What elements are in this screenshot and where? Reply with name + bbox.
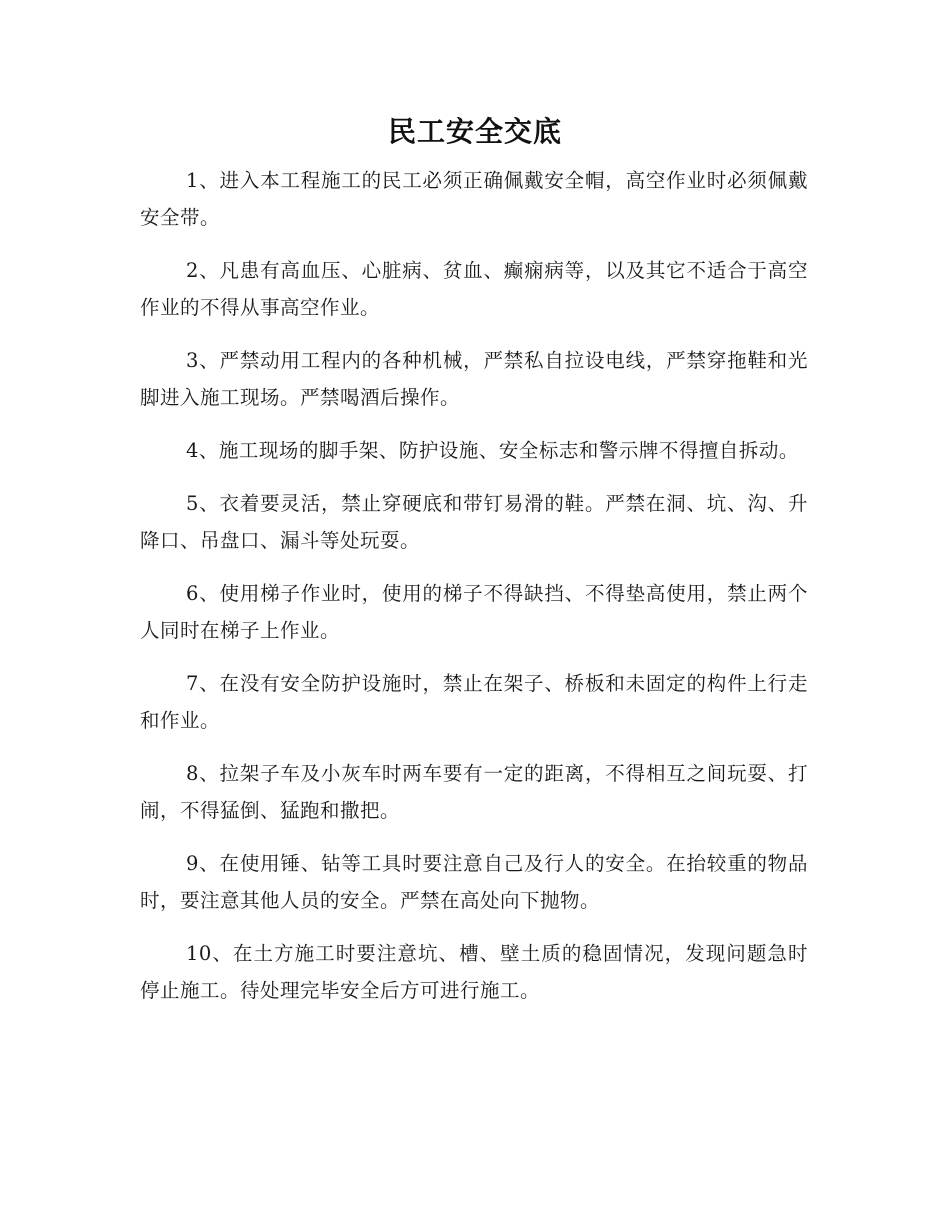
rule-item-1: 1、进入本工程施工的民工必须正确佩戴安全帽，高空作业时必须佩戴安全带。 xyxy=(140,169,808,229)
rule-item-9: 9、在使用锤、钻等工具时要注意自己及行人的安全。在抬较重的物品时，要注意其他人员的安全。严禁在高处向下抛物。 xyxy=(140,852,808,912)
rule-item-7: 7、在没有安全防护设施时，禁止在架子、桥板和未固定的构件上行走和作业。 xyxy=(140,672,808,732)
document-title: 民工安全交底 xyxy=(387,115,562,148)
rule-item-5: 5、衣着要灵活，禁止穿硬底和带钉易滑的鞋。严禁在洞、坑、沟、升降口、吊盘口、漏斗等处玩耍。 xyxy=(140,492,808,552)
rule-item-2: 2、凡患有高血压、心脏病、贫血、癫痫病等，以及其它不适合于高空作业的不得从事高空作业。 xyxy=(140,259,808,319)
rule-item-8: 8、拉架子车及小灰车时两车要有一定的距离，不得相互之间玩耍、打闹，不得猛倒、猛跑和撒把。 xyxy=(140,762,808,822)
rule-item-6: 6、使用梯子作业时，使用的梯子不得缺挡、不得垫高使用，禁止两个人同时在梯子上作业。 xyxy=(140,582,808,642)
rule-item-3: 3、严禁动用工程内的各种机械，严禁私自拉设电线，严禁穿拖鞋和光脚进入施工现场。严禁喝酒后操作。 xyxy=(140,349,808,409)
rule-item-10: 10、在土方施工时要注意坑、槽、壁土质的稳固情况，发现问题急时停止施工。待处理完毕安全后方可进行施工。 xyxy=(140,942,808,1002)
rule-item-4: 4、施工现场的脚手架、防护设施、安全标志和警示牌不得擅自拆动。 xyxy=(186,439,799,462)
document-body xyxy=(140,162,808,1025)
